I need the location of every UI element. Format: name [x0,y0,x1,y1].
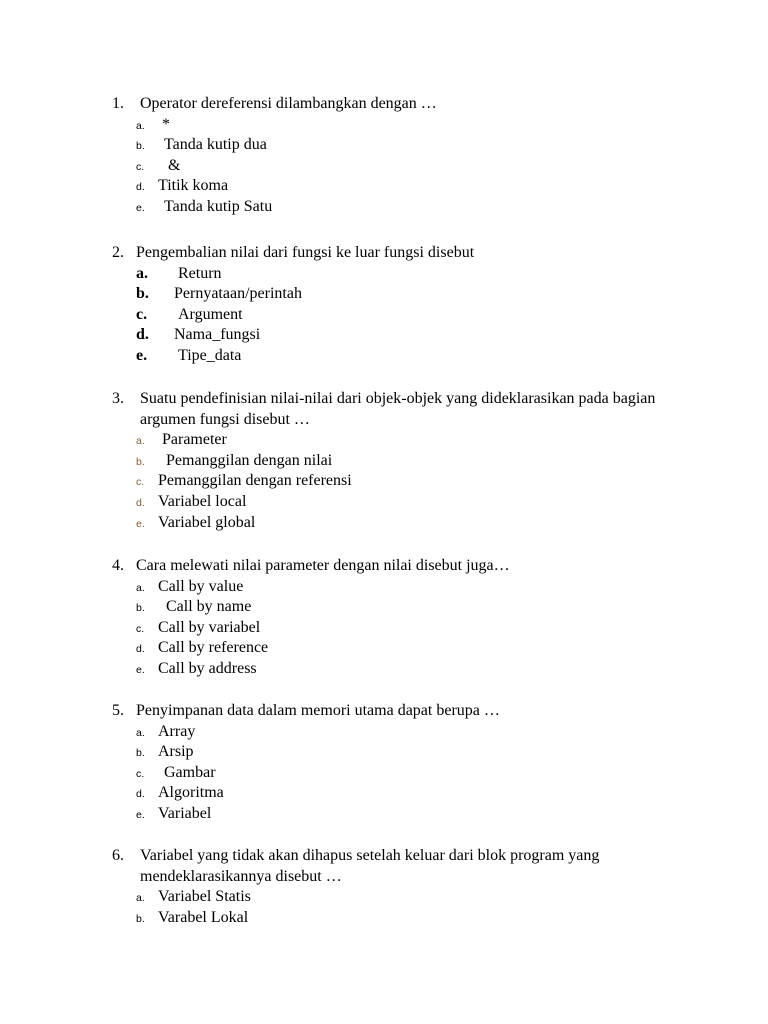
option-item [112,804,672,825]
option-text: Algoritma [158,784,224,802]
question-text: Pengembalian nilai dari fungsi ke luar fungsi disebut [136,244,475,261]
option-text: Parameter [162,431,227,449]
option-letter: c. [136,305,148,323]
option-item [112,197,672,218]
question-number: 5. [112,702,124,719]
option-item [112,430,672,451]
option-text: Call by name [166,598,252,616]
option-letter: b. [136,140,145,153]
option-text: Variabel local [158,492,247,510]
option-text: Return [178,264,222,282]
option-text: Tipe_data [178,346,242,364]
option-letter: d. [136,181,145,194]
option-item [112,638,672,659]
question-number: 2. [112,244,124,261]
option-item [112,471,672,492]
option-text: Variabel global [158,513,256,531]
option-letter: b. [136,602,145,615]
option-text: Variabel Statis [158,888,251,906]
question-3 [112,389,672,533]
option-list [112,577,672,680]
option-letter: d. [136,788,145,801]
option-letter: a. [136,581,145,594]
option-text: Pemanggilan dengan nilai [166,451,333,469]
option-letter: c. [136,476,145,489]
option-letter: b. [136,285,149,303]
option-item [112,722,672,743]
option-text: Arsip [158,743,194,761]
option-letter: b. [136,455,145,468]
option-letter: d. [136,643,145,656]
question-text: Operator dereferensi dilambangkan dengan … [140,95,437,112]
option-list [112,887,672,928]
option-item [112,115,672,136]
option-letter: c. [136,622,145,635]
option-item [112,618,672,639]
option-text: Call by address [158,659,257,677]
option-list [112,722,672,825]
option-item [112,325,672,346]
option-item [112,156,672,177]
option-letter: e. [136,808,145,821]
option-text: Pernyataan/perintah [174,285,302,303]
option-item [112,513,672,534]
option-item [112,264,672,285]
question-number: 4. [112,557,124,574]
option-item [112,346,672,367]
question-number: 6. [112,847,124,864]
option-letter: e. [136,346,148,364]
option-item [112,659,672,680]
question-text: Suatu pendefinisian nilai-nilai dari objek-objek yang dideklarasikan pada bagian argumen fungsi disebut … [140,390,656,428]
option-text: Nama_fungsi [174,326,261,344]
question-4 [112,556,672,680]
option-item [112,577,672,598]
option-item [112,908,672,929]
option-text: * [162,115,170,133]
option-letter: e. [136,663,145,676]
question-5 [112,701,672,825]
option-letter: b. [136,912,145,925]
option-letter: c. [136,160,145,173]
option-letter: a. [136,892,145,905]
option-item [112,305,672,326]
option-letter: e. [136,201,145,214]
option-text: Variabel [158,804,212,822]
option-letter: a. [136,119,145,132]
option-letter: c. [136,767,145,780]
option-text: Argument [178,305,243,323]
option-text: Call by variabel [158,618,261,636]
option-letter: a. [136,726,145,739]
option-letter: d. [136,496,145,509]
question-2 [112,243,672,367]
option-letter: b. [136,747,145,760]
question-6 [112,846,672,928]
question-text: Cara melewati nilai parameter dengan nilai disebut juga… [136,557,510,574]
option-letter: d. [136,326,149,344]
question-number: 1. [112,95,124,112]
option-text: Array [158,722,196,740]
option-item [112,492,672,513]
option-item [112,742,672,763]
question-text: Variabel yang tidak akan dihapus setelah keluar dari blok program yang mendeklarasikannya disebut … [140,847,600,885]
option-item [112,763,672,784]
option-text: Tanda kutip Satu [164,197,273,215]
option-item [112,783,672,804]
option-item [112,887,672,908]
question-text: Penyimpanan data dalam memori utama dapat berupa … [136,702,500,719]
option-text: & [168,156,181,174]
option-text: Titik koma [158,177,229,195]
option-list [112,430,672,533]
option-letter: a. [136,435,145,448]
option-letter: a. [136,264,148,282]
option-text: Call by value [158,577,244,595]
option-text: Tanda kutip dua [164,136,267,154]
option-list [112,264,672,367]
option-item [112,597,672,618]
option-text: Pemanggilan dengan referensi [158,472,352,490]
option-list [112,115,672,218]
option-item [112,135,672,156]
option-item [112,284,672,305]
option-text: Varabel Lokal [158,908,249,926]
question-1 [112,94,672,218]
option-item [112,176,672,197]
option-letter: e. [136,517,145,530]
question-number: 3. [112,390,124,407]
option-text: Gambar [164,763,216,781]
option-text: Call by reference [158,639,269,657]
option-item [112,451,672,472]
